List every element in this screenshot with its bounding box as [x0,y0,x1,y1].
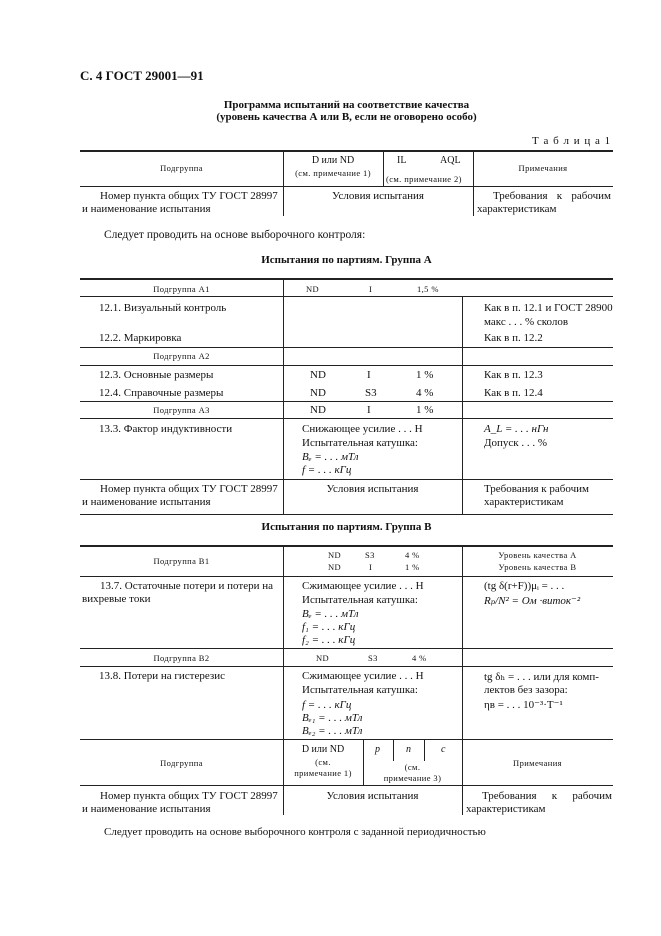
a1-aql: 1,5 % [417,284,439,294]
b-head-d-note2: примечание 1) [294,768,352,778]
paragraph-2: Следует проводить на основе выборочного контроля с заданной периодичностью [104,826,486,838]
b-footer-right: Требования к рабочим характеристикам [466,790,612,815]
b-row-13-7-req2: Rₚ/N² = Ом ·виток⁻² [484,595,581,607]
quality-level-b: Уровень качества В [498,562,577,572]
a-row-12-1: 12.1. Визуальный контроль [99,302,227,314]
group-a-title: Испытания по партиям. Группа А [261,254,432,266]
a-footer-left: Номер пункта общих ТУ ГОСТ 28997 и наименование испытания [82,483,278,508]
a-row-13-3-req1: A_L = . . . нГн [484,423,549,435]
col-il-note: (см. примечание 2) [386,174,462,184]
b-row-13-7-cond4: f₁ = . . . кГц [302,621,356,633]
b-row-13-8-cond5: Bₑ₂ = . . . мТл [302,725,363,737]
b-head-pnc-note1: (см. [404,762,421,772]
t1-row-left: Номер пункта общих ТУ ГОСТ 28997 и наименование испытания [82,190,278,215]
a-row-12-3: 12.3. Основные размеры [99,369,214,381]
b-row-13-7-cond3: Bₑ = . . . мТл [302,608,359,620]
b-head-p: p [375,744,380,755]
b-footer-mid: Условия испытания [326,790,419,802]
b-head-notes: Примечания [513,758,562,768]
a-row-13-3: 13.3. Фактор индуктивности [99,423,233,435]
a-row-12-1-req1: Как в п. 12.1 и ГОСТ 28900 [484,302,613,314]
subgroup-a2: Подгруппа А2 [153,351,210,361]
a3-nd: ND [310,404,326,416]
b-row-13-8-cond1: Сжимающее усилие . . . Н [302,670,424,682]
b-row-13-7-cond1: Сжимающее усилие . . . Н [302,580,424,592]
a1-il: I [369,284,373,294]
b-row-13-8-req3: ηв = . . . 10⁻³·T⁻¹ [484,699,563,711]
group-b-title: Испытания по партиям. Группа В [261,521,432,533]
a-row-12-2-req: Как в п. 12.2 [484,332,543,344]
col-aql: AQL [440,155,461,166]
a1-nd: ND [306,284,320,294]
a-row-13-3-cond3: Bₑ = . . . мТл [302,451,359,463]
b-head-subgroup: Подгруппа [160,758,203,768]
a-row-12-3-nd: ND [310,369,326,381]
b-row-13-8-req2: лектов без зазора: [484,684,568,696]
b2-aql: 4 % [412,653,427,663]
a-footer-mid: Условия испытания [326,483,419,495]
col-notes: Примечания [518,163,568,173]
subgroup-a3: Подгруппа А3 [153,405,210,415]
a3-il: I [367,404,371,416]
b-head-d-note1: (см. [315,757,331,767]
col-d-note: (см. примечание 1) [295,168,371,178]
b-row-13-8-req1: tg δₕ = . . . или для комп- [484,671,599,683]
a-row-12-3-il: I [367,369,371,381]
a-row-12-4-req: Как в п. 12.4 [484,387,543,399]
col-d-or-nd: D или ND [311,155,355,166]
b-head-c: c [441,744,446,755]
table-label: Т а б л и ц а 1 [532,135,612,147]
a-row-12-3-req: Как в п. 12.3 [484,369,543,381]
a3-aql: 1 % [416,404,434,416]
a-row-12-4-il: S3 [365,387,377,399]
b1-nd-a: ND [328,550,342,560]
subgroup-b1: Подгруппа В1 [153,556,210,566]
b-row-13-7-req1: (tg δ(r+F))μᵢ = . . . [484,580,565,592]
b-row-13-7-cond5: f₂ = . . . кГц [302,634,356,646]
b-head-n: n [406,744,411,755]
b1-il-a: S3 [365,550,375,560]
b-row-13-7-cond2: Испытательная катушка: [302,594,418,606]
paragraph-1: Следует проводить на основе выборочного контроля: [104,229,366,241]
a-row-12-2: 12.2. Маркировка [99,332,182,344]
b-row-13-8-cond3: f = . . . кГц [302,699,352,711]
b1-aql-a: 4 % [405,550,420,560]
a-footer-right: Требования к рабочим характеристикам [484,483,589,508]
a-row-12-4-nd: ND [310,387,326,399]
col-il: IL [397,155,407,166]
col-subgroup: Подгруппа [160,163,203,173]
b-footer-left: Номер пункта общих ТУ ГОСТ 28997 и наименование испытания [82,790,278,815]
a-row-12-3-aql: 1 % [416,369,434,381]
subgroup-a1: Подгруппа А1 [153,284,210,294]
b-head-pnc-note2: примечание 3) [383,773,442,783]
b-row-13-8: 13.8. Потери на гистерезис [99,670,225,682]
a-row-13-3-cond4: f = . . . кГц [302,464,352,476]
b-row-13-8-cond2: Испытательная катушка: [302,684,418,696]
title-line-1: Программа испытаний на соответствие качества [223,99,470,111]
a-row-13-3-req2: Допуск . . . % [484,437,548,449]
b2-nd: ND [316,653,330,663]
b1-nd-b: ND [328,562,342,572]
a-row-12-4: 12.4. Справочные размеры [99,387,224,399]
title-line-2: (уровень качества А или В, если не оговорено особо) [216,111,477,123]
a-row-13-3-cond2: Испытательная катушка: [302,437,418,449]
b1-aql-b: 1 % [405,562,420,572]
page-header: С. 4 ГОСТ 29001—91 [80,68,204,83]
a-row-12-4-aql: 4 % [416,387,434,399]
t1-row-mid: Условия испытания [332,190,424,202]
b2-il: S3 [368,653,378,663]
b-head-d-or-nd: D или ND [301,744,345,755]
subgroup-b2: Подгруппа В2 [153,653,210,663]
b-row-13-7: 13.7. Остаточные потери и потери на вихревые токи [82,580,273,605]
quality-level-a: Уровень качества А [498,550,577,560]
b-row-13-8-cond4: Bₑ₁ = . . . мТл [302,712,363,724]
a-row-12-1-req2: макс . . . % сколов [484,316,569,328]
t1-row-right: Требования к рабочим характеристикам [477,190,611,215]
a-row-13-3-cond1: Снижающее усилие . . . Н [302,423,423,435]
b1-il-b: I [369,562,373,572]
